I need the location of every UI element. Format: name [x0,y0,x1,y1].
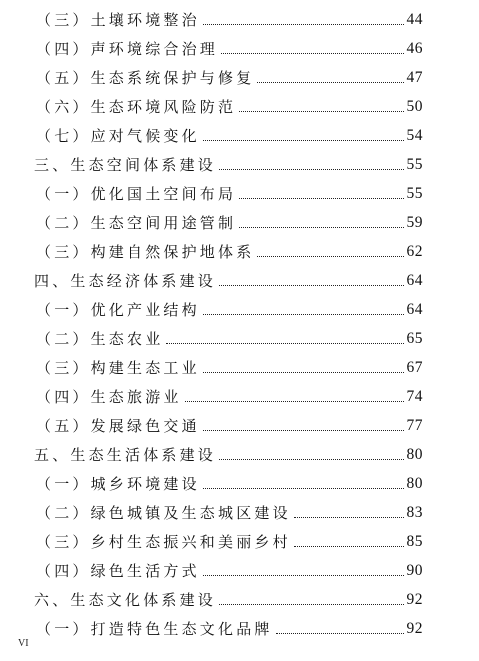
toc-entry-title: 六、生态文化体系建设 [34,591,217,609]
toc-entry-page: 80 [406,475,423,492]
toc-entry[interactable] [0,234,479,262]
toc-entry-page: 46 [406,40,423,57]
dot-leader [203,24,404,25]
toc-entry-page: 67 [406,359,423,376]
toc-entry-title: （一）城乡环境建设 [36,475,200,493]
toc-section-entry[interactable] [0,263,479,291]
toc-entry[interactable] [0,495,479,523]
toc-entry-page: 55 [406,156,423,173]
toc-entry-page: 64 [406,272,423,289]
toc-entry-title: （四）绿色生活方式 [36,562,200,580]
dot-leader [166,343,403,344]
toc-entry-page: 47 [406,69,423,86]
dot-leader [203,488,404,489]
dot-leader [203,140,404,141]
toc-entry-title: （四）声环境综合治理 [36,40,219,58]
toc-entry-page: 80 [406,446,423,463]
toc-entry-page: 92 [406,591,423,608]
dot-leader [294,517,404,518]
toc-entry-page: 59 [406,214,423,231]
toc-entry-title: 四、生态经济体系建设 [34,272,217,290]
toc-entry[interactable] [0,205,479,233]
dot-leader [221,53,403,54]
toc-section-entry[interactable] [0,437,479,465]
toc-entry-title: （七）应对气候变化 [36,127,200,145]
dot-leader [257,256,403,257]
toc-entry[interactable] [0,89,479,117]
toc-entry-page: 83 [406,504,423,521]
dot-leader [219,169,403,170]
dot-leader [239,111,403,112]
toc-entry-page: 85 [406,533,423,550]
toc-entry[interactable] [0,2,479,30]
dot-leader [239,198,403,199]
toc-entry-title: （一）优化产业结构 [36,301,200,319]
dot-leader [203,430,404,431]
toc-entry-page: 92 [406,620,423,637]
toc-entry-title: （六）生态环境风险防范 [36,98,237,116]
toc-entry-page: 54 [406,127,423,144]
toc-entry[interactable] [0,553,479,581]
dot-leader [203,575,404,576]
dot-leader [203,372,404,373]
dot-leader [257,82,403,83]
toc-entry-title: （四）生态旅游业 [36,388,182,406]
toc-entry-page: 65 [406,330,423,347]
toc-entry[interactable] [0,379,479,407]
toc-entry-title: 五、生态生活体系建设 [34,446,217,464]
toc-section-entry[interactable] [0,582,479,610]
dot-leader [239,227,403,228]
toc-entry[interactable] [0,466,479,494]
toc-entry-title: （一）优化国土空间布局 [36,185,237,203]
dot-leader [203,314,404,315]
toc-entry[interactable] [0,350,479,378]
toc-entry-title: （五）发展绿色交通 [36,417,200,435]
page-number-footer: VI [18,638,29,649]
toc-entry-title: （一）打造特色生态文化品牌 [36,620,273,638]
toc-entry[interactable] [0,118,479,146]
toc-entry-title: 三、生态空间体系建设 [34,156,217,174]
toc-entry-page: 77 [406,417,423,434]
toc-entry-page: 74 [406,388,423,405]
toc-entry-title: （二）生态空间用途管制 [36,214,237,232]
dot-leader [219,604,403,605]
toc-entry-title: （三）土壤环境整治 [36,11,200,29]
toc-entry-title: （二）生态农业 [36,330,164,348]
toc-entry[interactable] [0,31,479,59]
toc-entry[interactable] [0,321,479,349]
toc-entry-title: （二）绿色城镇及生态城区建设 [36,504,291,522]
toc-entry[interactable] [0,292,479,320]
dot-leader [219,285,403,286]
toc-entry-page: 50 [406,98,423,115]
toc-entry-page: 62 [406,243,423,260]
toc-entry[interactable] [0,611,479,639]
toc-entry-page: 90 [406,562,423,579]
toc-entry-title: （三）构建生态工业 [36,359,200,377]
toc-entry-title: （五）生态系统保护与修复 [36,69,255,87]
dot-leader [219,459,403,460]
toc-entry[interactable] [0,524,479,552]
toc-entry-page: 55 [406,185,423,202]
toc-entry-title: （三）乡村生态振兴和美丽乡村 [36,533,291,551]
toc-entry-page: 44 [406,11,423,28]
dot-leader [294,546,404,547]
dot-leader [185,401,404,402]
toc-entry-page: 64 [406,301,423,318]
dot-leader [276,633,404,634]
toc-entry[interactable] [0,176,479,204]
toc-entry[interactable] [0,408,479,436]
toc-entry-title: （三）构建自然保护地体系 [36,243,255,261]
toc-section-entry[interactable] [0,147,479,175]
toc-entry[interactable] [0,60,479,88]
